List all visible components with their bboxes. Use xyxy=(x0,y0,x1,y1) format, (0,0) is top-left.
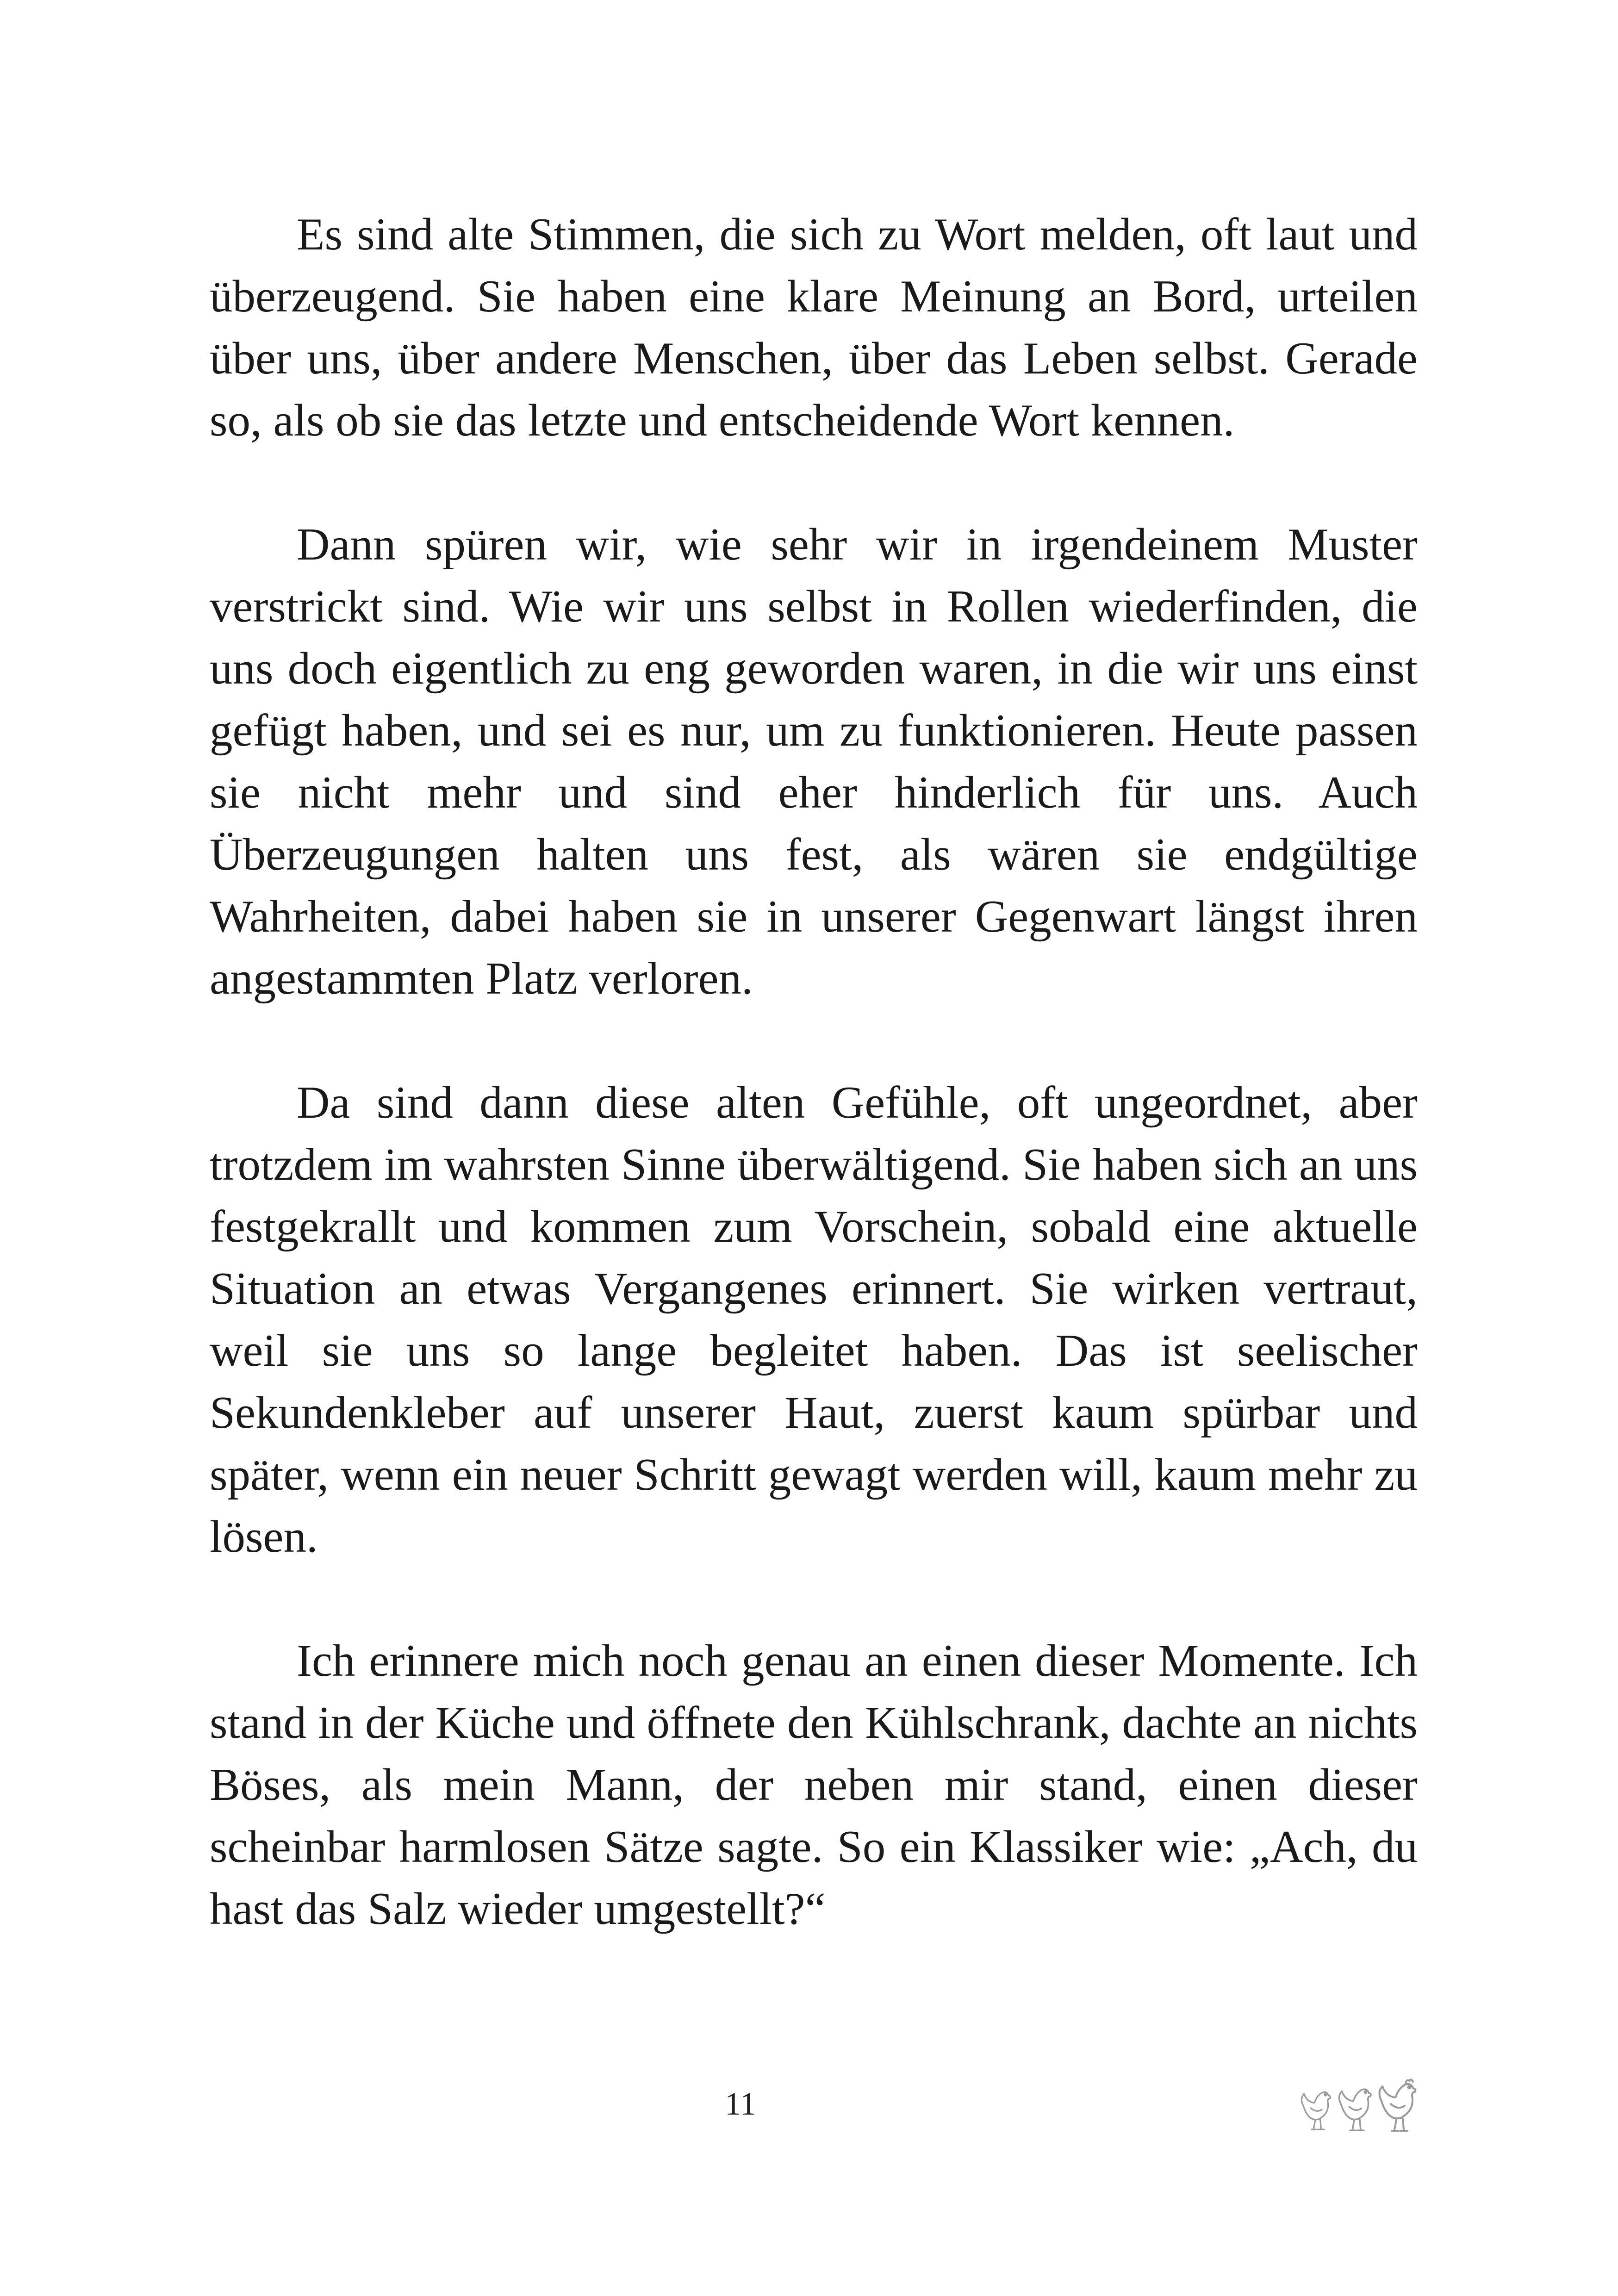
chicken-icon xyxy=(1301,2092,1330,2129)
paragraph: Da sind dann diese alten Gefühle, oft ungeordnet, aber trotzdem im wahrsten Sinne überwältigend. Sie haben sich an uns festgekrallt und kommen zum Vorschein, sobald eine aktuelle Situation an etwas Vergangenes erinnert. Sie wirken vertraut, weil sie uns so lange begleitet haben. Das ist seelischer Sekundenkleber auf unserer Haut, zuerst kaum spürbar und später, wenn ein neuer Schritt gewagt werden will, kaum mehr zu lösen. xyxy=(210,1077,1418,1562)
body-text xyxy=(210,204,1418,1940)
paragraph: Ich erinnere mich noch genau an einen dieser Momente. Ich stand in der Küche und öffnete den Kühlschrank, dachte an nichts Böses, als mein Mann, der neben mir stand, einen dieser scheinbar harmlosen Sätze sagte. So ein Klassiker wie: „Ach, du hast das Salz wieder umgestellt?“ xyxy=(210,1636,1418,1934)
three-chickens-icon xyxy=(1296,2069,1425,2138)
paragraph: Es sind alte Stimmen, die sich zu Wort melden, oft laut und überzeugend. Sie haben eine klare Meinung an Bord, urteilen über uns, über andere Menschen, über das Leben selbst. Gerade so, als ob sie das letzte und entscheidende Wort kennen. xyxy=(210,209,1418,446)
paragraph: Dann spüren wir, wie sehr wir in irgendeinem Muster verstrickt sind. Wie wir uns selbst in Rollen wiederfinden, die uns doch eigentlich zu eng geworden waren, in die wir uns einst gefügt haben, und sei es nur, um zu funktionieren. Heute passen sie nicht mehr und sind eher hinderlich für uns. Auch Überzeugungen halten uns fest, als wären sie endgültige Wahrheiten, dabei haben sie in unserer Gegenwart längst ihren angestammten Platz verloren. xyxy=(210,519,1418,1004)
page-number: 11 xyxy=(725,2086,756,2122)
chicken-icon xyxy=(1379,2079,1415,2131)
chicken-icon xyxy=(1339,2089,1371,2130)
